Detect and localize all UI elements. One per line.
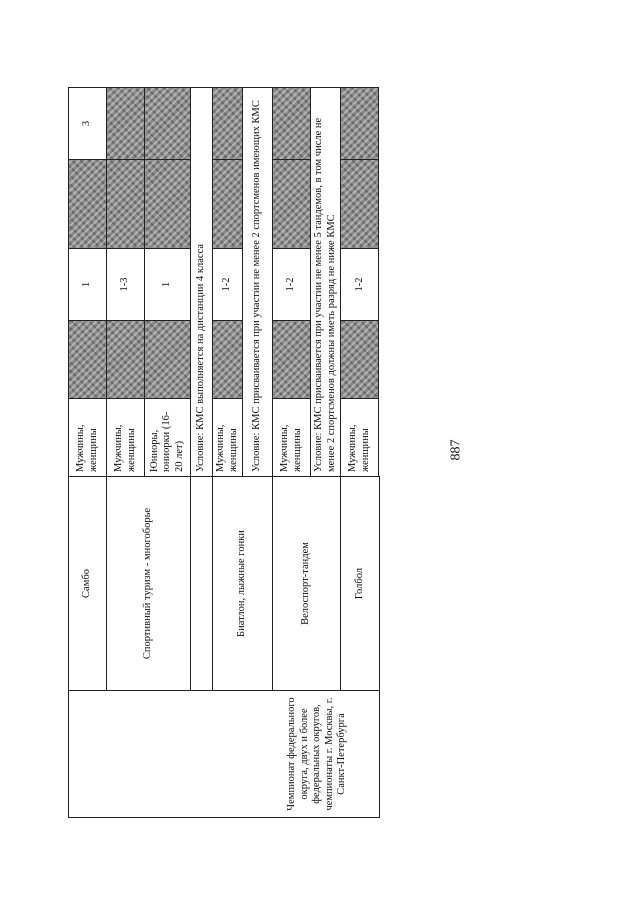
hatched-cell [213, 321, 243, 399]
hatched-cell [273, 160, 311, 249]
hatched-cell [69, 160, 107, 249]
rotated-table-wrapper [68, 88, 378, 818]
place-cell: 1-3 [107, 249, 145, 321]
discipline-cell: Самбо [69, 477, 107, 691]
hatched-cell [107, 160, 145, 249]
hatched-cell [145, 321, 191, 399]
group-cell: Мужчины, женщины [341, 399, 379, 477]
place-cell: 1-2 [273, 249, 311, 321]
place-cell: 1 [145, 249, 191, 321]
discipline-cell: Велоспорт-тандем [273, 477, 341, 691]
table-row [69, 88, 107, 818]
group-cell: Юниоры, юниорки (16-20 лет) [145, 399, 191, 477]
hatched-cell [341, 88, 379, 160]
hatched-cell [273, 88, 311, 160]
discipline-cell: Биатлон, лыжные гонки [213, 477, 273, 691]
place-cell: 1 [69, 249, 107, 321]
place-cell: 1-2 [341, 249, 379, 321]
discipline-cell: Голбол [341, 477, 380, 691]
condition-note: Условие: КМС присваивается при участии не менее 5 тандемов, в том числе не менее 2 спортсменов должны иметь разряд не ниже КМС [311, 88, 341, 477]
group-cell: Мужчины, женщины [213, 399, 243, 477]
hatched-cell [213, 88, 243, 160]
hatched-cell [341, 321, 379, 399]
group-cell: Мужчины, женщины [107, 399, 145, 477]
hatched-cell [107, 88, 145, 160]
spacer-cell [379, 88, 380, 477]
place-cell: 3 [69, 88, 107, 160]
group-cell: Мужчины, женщины [273, 399, 311, 477]
rank-table [68, 87, 380, 818]
condition-note: Условие: КМС присваивается при участии не менее 2 спортсменов имеющих КМС [243, 88, 273, 477]
group-cell: Мужчины, женщины [69, 399, 107, 477]
hatched-cell [69, 321, 107, 399]
hatched-cell [213, 160, 243, 249]
condition-note: Условие: КМС выполняется на дистанции 4 класса [191, 88, 213, 477]
page-number: 887 [448, 439, 464, 461]
hatched-cell [273, 321, 311, 399]
place-cell: 1-2 [213, 249, 243, 321]
hatched-cell [145, 160, 191, 249]
empty-cell [191, 477, 213, 691]
discipline-cell: Спортивный туризм - многоборье [107, 477, 191, 691]
hatched-cell [107, 321, 145, 399]
hatched-cell [341, 160, 379, 249]
hatched-cell [145, 88, 191, 160]
event-cell: Чемпионат федерального округа, двух и более федеральных округов, чемпионаты г. Москвы, г. Санкт-Петербурга [69, 691, 380, 818]
